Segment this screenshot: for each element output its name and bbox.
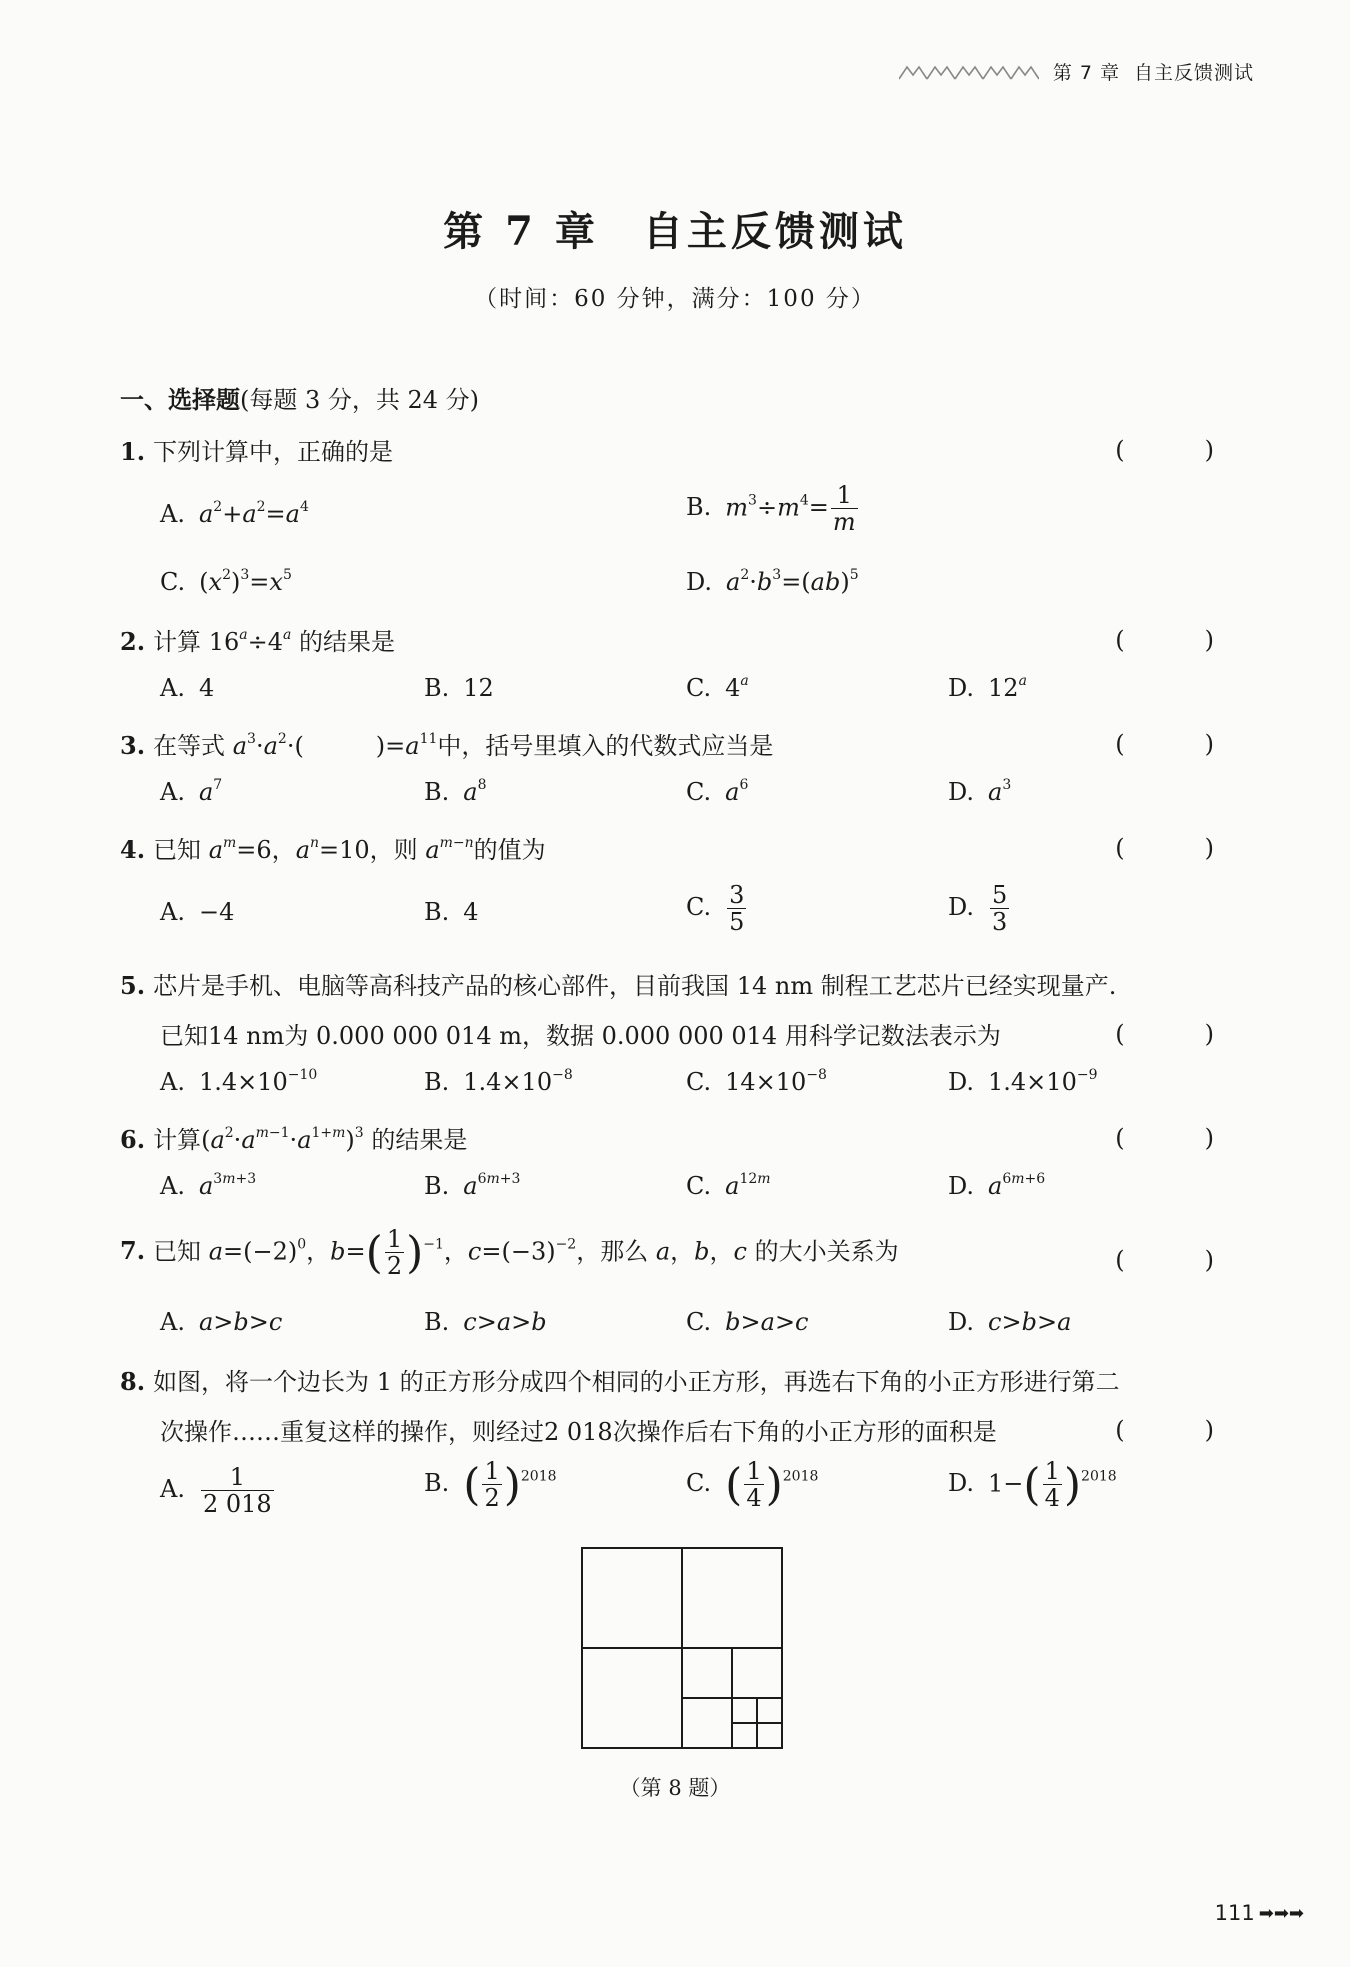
- option-label: B.: [424, 1308, 450, 1336]
- q8-option-c: C. ( $\frac{1}{4}$ )$^{2018}$: [686, 1457, 819, 1513]
- question-text: 的大小关系为: [747, 1237, 899, 1266]
- question-5-line-1: [120, 966, 1116, 1001]
- question-text: 计算: [153, 1126, 202, 1154]
- option-label: C.: [686, 1469, 712, 1498]
- q1-option-c: C. $(x^2)^3=x^5$: [160, 567, 292, 596]
- question-number: 5.: [120, 971, 146, 1000]
- section-heading: [120, 380, 479, 415]
- option-label: C.: [686, 1308, 712, 1336]
- question-text: 已知: [153, 1237, 209, 1266]
- option-value: 1.4×10: [463, 1068, 553, 1096]
- q2-option-d: D. 12$^a$: [948, 673, 1027, 702]
- q6-option-b: B. $a^{6m+3}$: [424, 1171, 521, 1200]
- question-text: 如图，将一个边长为 1 的正方形分成四个相同的小正方形，再选右下角的小正方形进行第二: [153, 1368, 1120, 1396]
- q2-option-c: C. 4$^a$: [686, 673, 749, 702]
- answer-blank-6: ( ): [1115, 1124, 1242, 1152]
- option-label: A.: [160, 1308, 185, 1336]
- q7-option-b: B. c>a>b: [424, 1308, 547, 1336]
- question-text: 芯片是手机、电脑等高科技产品的核心部件，目前我国 14 nm 制程工艺芯片已经实现量产.: [153, 972, 1117, 1000]
- answer-blank-7: ( ): [1115, 1246, 1242, 1274]
- fraction-numerator: 3: [729, 881, 745, 909]
- q5-option-d: [948, 1068, 1097, 1096]
- figure-caption: （第 8 题）: [619, 1776, 731, 1800]
- arrow-right-icon: ➡➡➡: [1258, 1902, 1304, 1924]
- fraction-denominator: 3: [992, 908, 1008, 937]
- q8-option-b: B. ( $\frac{1}{2}$ )$^{2018}$: [424, 1457, 557, 1513]
- answer-blank-2: ( ): [1115, 626, 1242, 654]
- q3-option-a: A. $a^7$: [160, 777, 223, 806]
- header-chapter: 第 7 章: [1052, 62, 1120, 84]
- option-value: 14×10: [725, 1068, 807, 1096]
- question-number: 3.: [120, 731, 146, 760]
- question-number: 1.: [120, 437, 146, 466]
- option-label: C.: [686, 893, 712, 922]
- option-exponent: 2018: [1081, 1468, 1117, 1485]
- option-label: A.: [160, 1068, 185, 1096]
- option-value: 1.4×10: [988, 1068, 1077, 1096]
- q1-option-d: D. $a^2\cdot b^3=(ab)^5$: [686, 567, 859, 596]
- q2-option-b: [424, 674, 494, 702]
- option-exponent: −10: [287, 1067, 318, 1083]
- option-label: D.: [948, 1469, 975, 1498]
- option-label: C.: [686, 674, 712, 702]
- fraction-numerator: 1: [484, 1457, 500, 1485]
- q8-option-d: D. 1−( $\frac{1}{4}$ )$^{2018}$: [948, 1457, 1117, 1513]
- question-number: 6.: [120, 1125, 146, 1154]
- option-exponent: 2018: [520, 1468, 557, 1485]
- question-5-line-2: 已知14 nm为 0.000 000 014 m，数据 0.000 000 014 用科学记数法表示为: [160, 1022, 1001, 1050]
- option-label: D.: [948, 893, 975, 922]
- option-value: 12: [463, 674, 494, 702]
- option-exponent: −8: [806, 1067, 827, 1083]
- option-label: B.: [424, 674, 450, 702]
- option-value: −4: [198, 898, 235, 926]
- question-number: 2.: [120, 627, 146, 656]
- q6-option-a: A. $a^{3m+3}$: [160, 1171, 257, 1200]
- option-exponent: −8: [552, 1067, 573, 1083]
- option-label: B.: [424, 898, 450, 926]
- q7-option-a: A. a>b>c: [160, 1308, 283, 1336]
- page-number-text: 111: [1214, 1901, 1255, 1925]
- option-label: A.: [160, 1172, 185, 1200]
- running-header: [899, 58, 1254, 85]
- option-label: B.: [424, 1469, 450, 1498]
- option-label: C.: [686, 1068, 712, 1096]
- option-label: D.: [948, 778, 975, 806]
- mountain-decoration-icon: [899, 63, 1039, 81]
- q7-option-c: C. b>a>c: [686, 1308, 809, 1336]
- q5-option-c: [686, 1068, 827, 1096]
- option-label: A.: [160, 1475, 185, 1504]
- option-label: C.: [686, 778, 712, 806]
- answer-blank-4: ( ): [1115, 834, 1242, 862]
- fraction-denominator: 4: [746, 1484, 762, 1513]
- q5-option-b: [424, 1068, 573, 1096]
- section-label: 一、选择题: [120, 385, 240, 414]
- question-6: 6. 计算$(a^2\cdot a^{m-1}\cdot a^{1+m})^3$ 的结果是: [120, 1125, 468, 1154]
- question-8-line-2: 次操作……重复这样的操作，则经过2 018次操作后右下角的小正方形的面积是: [160, 1418, 997, 1446]
- question-7: 7. 已知 $a=(-2)^0$，b=( $\frac{1}{2}$ )$^{-1}$，$c=(-3)^{-2}$，那么 a，b，c 的大小关系为: [120, 1225, 899, 1281]
- q5-option-a: [160, 1068, 317, 1096]
- option-label: C.: [160, 568, 186, 596]
- answer-blank-1: ( ): [1115, 436, 1242, 464]
- question-number: 4.: [120, 835, 146, 864]
- page-title: 第 7 章 自主反馈测试: [443, 208, 907, 255]
- option-label: B.: [424, 1068, 450, 1096]
- question-text: 已知: [153, 836, 209, 864]
- header-title: 自主反馈测试: [1133, 62, 1254, 84]
- q1-option-a: A. $a^2+a^2=a^4$: [160, 499, 309, 528]
- option-value: 4: [725, 674, 741, 702]
- option-label: B.: [424, 778, 450, 806]
- option-label: D.: [686, 568, 713, 596]
- question-text: 计算 16: [153, 628, 240, 656]
- q8-option-a: [160, 1464, 276, 1518]
- question-text: 的结果是: [363, 1126, 468, 1154]
- question-text: 中，括号里填入的代数式应当是: [437, 732, 774, 760]
- option-value: 1.4×10: [198, 1068, 288, 1096]
- q4-option-d: [948, 882, 1011, 936]
- question-text: ，那么: [576, 1237, 656, 1266]
- question-3: 3. 在等式 $a^3\cdot a^2\cdot$( )$=a^{11}$中，括号里填入的代数式应当是: [120, 731, 774, 760]
- option-label: D.: [948, 1172, 975, 1200]
- square-subdivision-figure: [580, 1546, 784, 1754]
- section-note: (每题 3 分，共 24 分): [240, 386, 480, 414]
- option-label: A.: [160, 500, 185, 528]
- fraction-numerator: 5: [992, 881, 1008, 909]
- option-label: D.: [948, 1068, 975, 1096]
- q4-option-a: [160, 898, 234, 926]
- answer-blank-3: ( ): [1115, 730, 1242, 758]
- option-value: 12: [988, 674, 1019, 702]
- option-label: A.: [160, 778, 185, 806]
- question-number: 8.: [120, 1367, 146, 1396]
- question-1: [120, 432, 393, 467]
- q4-option-b: [424, 898, 479, 926]
- fraction-denominator: 5: [729, 908, 745, 937]
- option-label: B.: [424, 1172, 450, 1200]
- fraction-denominator: 4: [1044, 1484, 1060, 1513]
- option-exponent: 2018: [782, 1468, 819, 1485]
- question-2: 2. 计算 $16^a\div 4^a$ 的结果是: [120, 627, 395, 656]
- fraction-numerator: 1: [1044, 1457, 1060, 1485]
- option-exponent: −9: [1076, 1067, 1098, 1083]
- question-text: 在等式: [153, 732, 233, 760]
- q7-option-d: D. c>b>a: [948, 1308, 1072, 1336]
- q3-option-b: B. $a^8$: [424, 777, 487, 806]
- option-label: C.: [686, 1172, 712, 1200]
- option-label: B.: [686, 493, 712, 522]
- option-label: A.: [160, 674, 185, 702]
- q4-option-c: [686, 882, 748, 936]
- fraction-numerator: 1: [746, 1457, 762, 1485]
- option-label: D.: [948, 674, 975, 702]
- option-label: A.: [160, 898, 185, 926]
- fraction-denominator: 2: [484, 1484, 500, 1513]
- question-text: ÷4: [247, 628, 283, 656]
- page-subtitle: （时间：60 分钟，满分：100 分）: [474, 286, 876, 312]
- q3-option-d: D. $a^3$: [948, 777, 1012, 806]
- question-8-line-1: [120, 1362, 1120, 1397]
- q3-option-c: C. $a^6$: [686, 777, 749, 806]
- question-text: 的值为: [473, 836, 546, 864]
- q6-option-d: D. $a^{6m+6}$: [948, 1171, 1046, 1200]
- question-text: 的结果是: [291, 628, 395, 656]
- option-value: 4: [198, 674, 215, 702]
- question-4: 4. 已知 $a^m=6$，$a^n=10$，则 $a^{m-n}$的值为: [120, 835, 546, 864]
- option-value: 1−: [988, 1469, 1024, 1498]
- q6-option-c: C. $a^{12m}$: [686, 1171, 771, 1200]
- answer-blank-5: ( ): [1115, 1020, 1242, 1048]
- option-value: 4: [463, 898, 479, 926]
- option-label: D.: [948, 1308, 975, 1336]
- answer-blank-8: ( ): [1115, 1416, 1242, 1444]
- fraction-numerator: 1: [201, 1464, 274, 1491]
- fraction-denominator: 2 018: [202, 1490, 272, 1519]
- question-number: 7.: [120, 1236, 146, 1266]
- q1-option-b: B. $m^3\div m^4=$ $\frac{1}{m}$: [686, 481, 856, 537]
- page-number: [1215, 1901, 1304, 1925]
- question-text: 下列计算中，正确的是: [153, 438, 394, 466]
- q2-option-a: [160, 674, 214, 702]
